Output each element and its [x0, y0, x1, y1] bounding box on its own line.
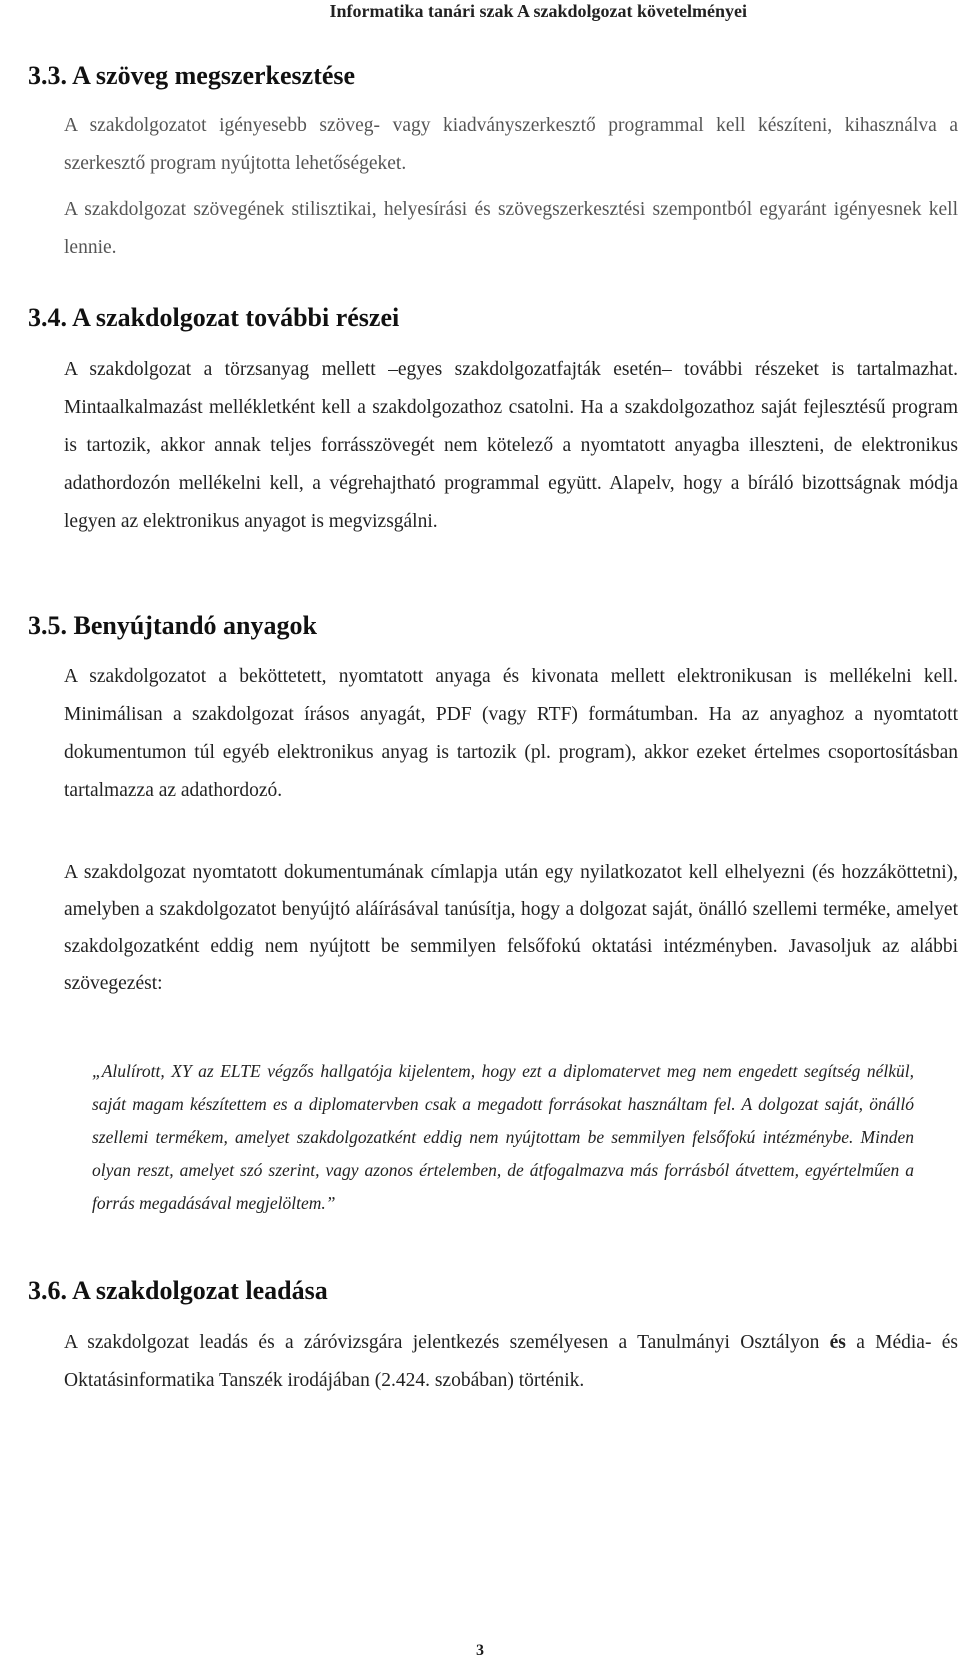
section-heading-3-4 — [28, 302, 399, 334]
paragraph: A szakdolgozat szövegének stilisztikai, helyesírási és szövegszerkesztési szempontból egyaránt igényesnek kell lennie. — [64, 199, 958, 258]
paragraph: A szakdolgozat a törzsanyag mellett –egyes szakdolgozatfajták esetén– további részeket is tartalmazhat. Mintaalkalmazást mellékletként kell a szakdolgozathoz csatolni. Ha a szakdolgozathoz saját fejlesztésű program is tartozik, akkor annak teljes forrásszövegét nem kötelező a nyomtatott anyagba illeszteni, de elektronikus adathordozón mellékelni kell, a végrehajtható programmal együtt. Alapelv, hogy a bíráló bizottságnak módja legyen az elektronikus anyagot is megvizsgálni. — [64, 359, 958, 532]
running-header: Informatika tanári szak A szakdolgozat követelményei — [329, 1, 747, 21]
section-heading-3-3 — [28, 60, 355, 92]
page-number: 3 — [476, 1642, 484, 1659]
section-number: 3.5. — [28, 611, 67, 640]
section-title: A szöveg megszerkesztése — [72, 61, 356, 90]
text-run: a Média- és Oktatásinformatika Tanszék irodájában (2.424. szobában) történik. — [64, 1332, 959, 1391]
section-number: 3.4. — [28, 303, 67, 332]
paragraph: A szakdolgozatot a beköttetett, nyomtatott anyaga és kivonata mellett elektronikusan is mellékelni kell. Minimálisan a szakdolgozat írásos anyagát, PDF (vagy RTF) formátumban. Ha az anyaghoz a nyomtatott dokumentumon túl egyéb elektronikus anyag is tartozik (pl. program), akkor ezeket értelmes csoportosításban tartalmazza az adathordozó. — [64, 666, 958, 801]
emphasis-text: és — [829, 1332, 846, 1353]
section-number: 3.3. — [28, 61, 67, 90]
section-title: A szakdolgozat leadása — [72, 1276, 328, 1305]
section-title: Benyújtandó anyagok — [73, 611, 317, 640]
paragraph: A szakdolgozatot igényesebb szöveg- vagy kiadványszerkesztő programmal kell készíteni, kihasználva a szerkesztő program nyújtotta lehetőségeket. — [64, 115, 958, 174]
text-run: A szakdolgozat leadás és a záróvizsgára jelentkezés személyesen a Tanulmányi Osztályon — [64, 1332, 830, 1353]
paragraph — [64, 1324, 958, 1400]
declaration-quote: „Alulírott, XY az ELTE végzős hallgatója kijelentem, hogy ezt a diplomatervet meg nem engedett segítség nélkül, saját magam készítettem es a diplomatervben csak a megadott forrásokat használtam fel. A dolgozat saját, önálló szellemi termékem, amelyet szakdolgozatként eddig nem nyújtottam be semmilyen felsőfokú intézménybe. Minden olyan reszt, amelyet szó szerint, vagy azonos értelemben, de átfogalmazva más forrásból átvettem, egyértelműen a forrás megadásával megjelöltem.” — [92, 1061, 914, 1213]
section-heading-3-6 — [28, 1275, 328, 1307]
section-number: 3.6. — [28, 1276, 67, 1305]
section-heading-3-5 — [28, 610, 317, 642]
paragraph: A szakdolgozat nyomtatott dokumentumának címlapja után egy nyilatkozatot kell elhelyezni (és hozzáköttetni), amelyben a szakdolgozatot benyújtó aláírásával tanúsítja, hogy a dolgozat saját, önálló szellemi terméke, amelyet szakdolgozatként eddig nem nyújtott be semmilyen felsőfokú oktatási intézményben. Javasoljuk az alábbi szövegezést: — [64, 862, 958, 994]
section-title: A szakdolgozat további részei — [72, 303, 400, 332]
